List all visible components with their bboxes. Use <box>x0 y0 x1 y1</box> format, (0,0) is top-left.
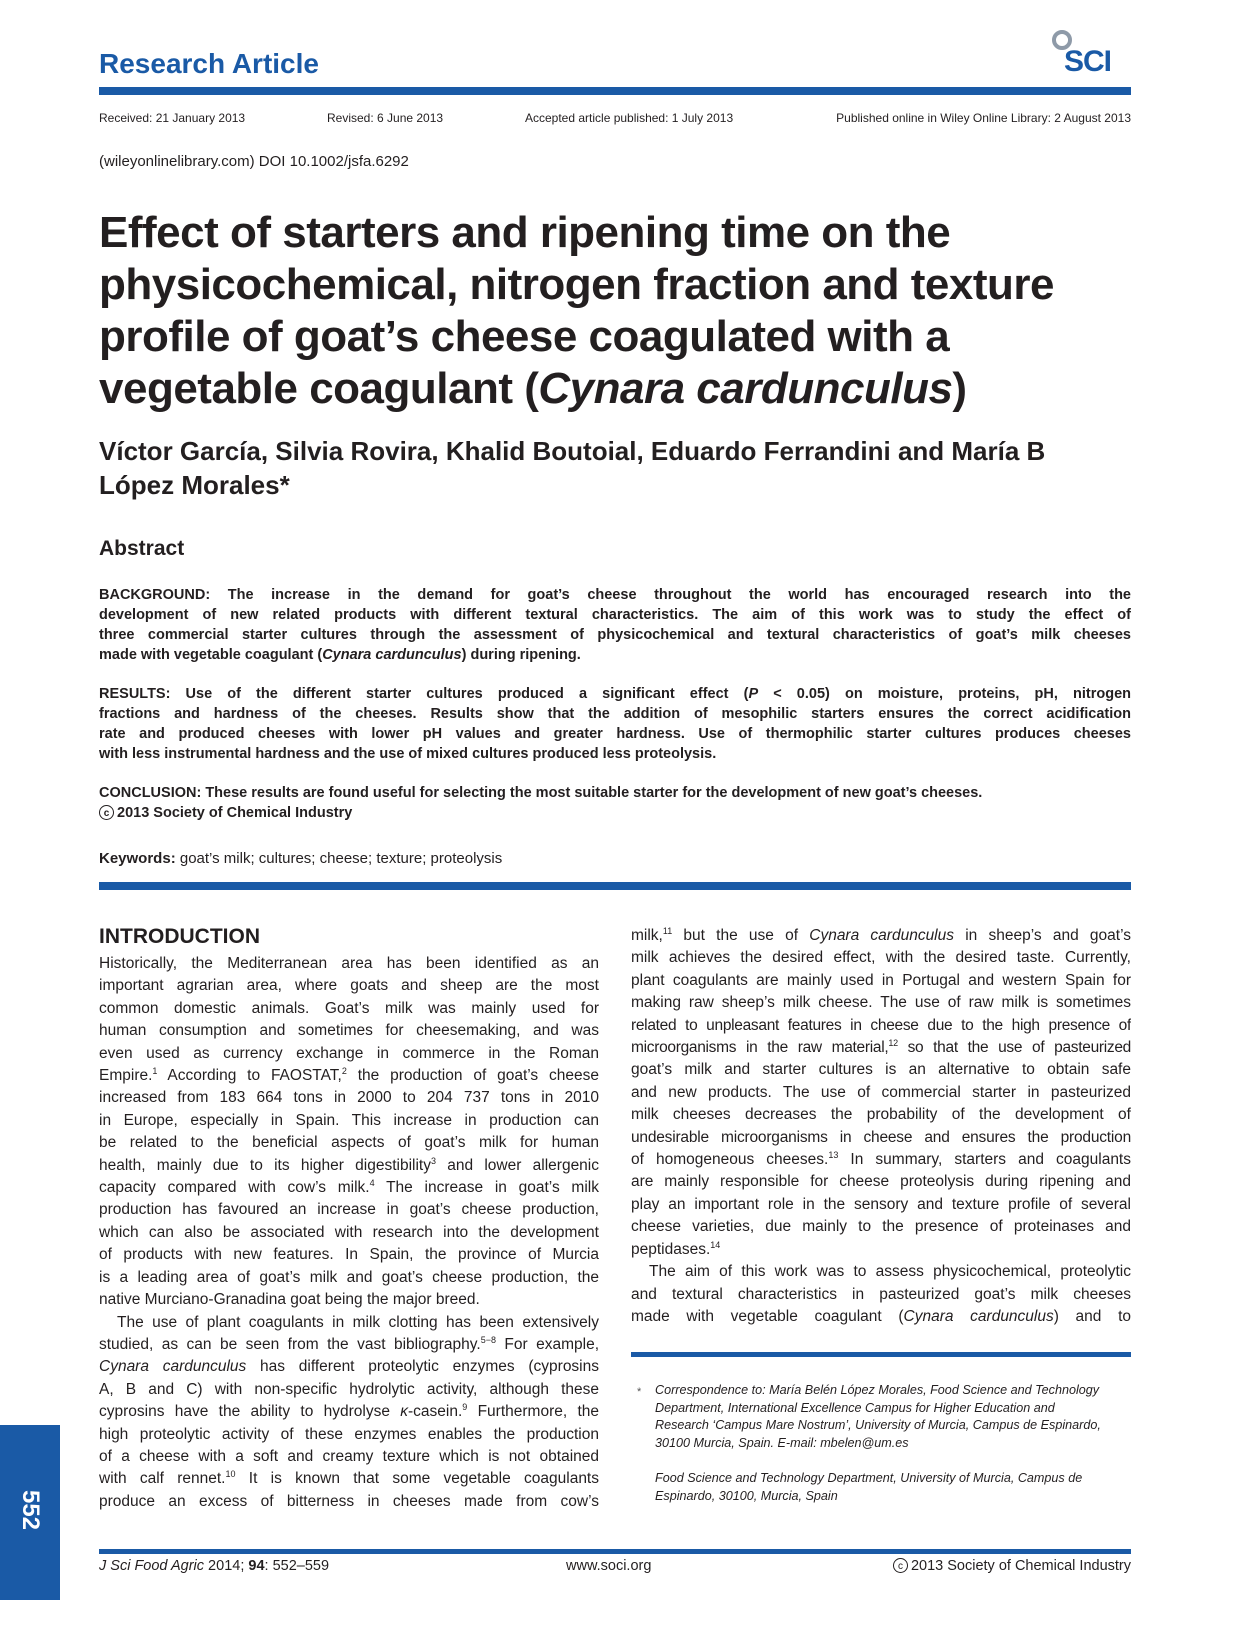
article-title <box>99 207 1139 415</box>
footer-copyright: c 2013 Society of Chemical Industry <box>893 1558 1131 1574</box>
journal-citation: J Sci Food Agric 2014; 94: 552–559 <box>99 1558 330 1574</box>
accepted-date: Accepted article published: 1 July 2013 <box>525 111 734 125</box>
author-list <box>99 434 1139 502</box>
correspondence-footnote: Correspondence to: María Belén López Morales, Food Science and Technology Department, International Excellence Campus for Higher Education and Research ‘Campus Mare Nostrum’, University of Murcia, Campus de Espinardo, 30100 Murcia, Spain. E-mail: mbelen@um.es <box>655 1383 1101 1450</box>
doi: (wileyonlinelibrary.com) DOI 10.1002/jsfa.6292 <box>99 153 409 170</box>
title-line: profile of goat’s cheese coagulated with a <box>99 312 950 361</box>
abstract-heading: Abstract <box>99 537 185 560</box>
copyright-icon: c <box>893 1558 908 1573</box>
abstract-results: RESULTS: Use of the different starter cultures produced a significant effect (P < 0.05) on moisture, proteins, pH, nitrogen fractions and hardness of the cheeses. Results show that the addition of mesophilic starters ensures the correct acidification rate and produced cheeses with lower pH values and greater hardness. Use of thermophilic starter cultures produces cheeses with less instrumental hardness and the use of mixed cultures produced less proteolysis. <box>99 686 1132 762</box>
body-right-column: milk,$^{11}$ but the use of Cynara cardunculus in sheep’s and goat’s milk achieves the desired effect, with the desired taste. Currently, plant coagulants are mainly used in Portugal and western Spain for making raw sheep’s milk cheese. The use of raw milk is sometimes related to unpleasant features in cheese due to the high presence of microorganisms in the raw material,$^{12}$ so that the use of pasteurized goat’s milk and starter cultures is an alternative to obtain safe and new products. The use of commercial starter in pasteurized milk cheeses decreases the probability of the development of undesirable microorganisms in cheese and ensures the production of homogeneous cheeses.$^{13}$ In summary, starters and coagulants are mainly responsible for cheese proteolysis during ripening and play an important role in the sensory and texture profile of several cheese varieties, due mainly to the presence of proteinases and peptidases.$^{14}$ The aim of this work was to assess physicochemical, proteolytic and textural characteristics in pasteurized goat’s milk cheeses made with vegetable coagulant (Cynara cardunculus) and to <box>631 926 1131 1325</box>
title-species: Cynara cardunculus <box>538 364 953 413</box>
keywords <box>99 850 502 867</box>
published-date: Published online in Wiley Online Library: 2 August 2013 <box>836 111 1131 125</box>
copyright-icon: c <box>99 805 114 820</box>
affiliation-footnote: Food Science and Technology Department, University of Murcia, Campus de Espinardo, 30100, Murcia, Spain <box>655 1471 1083 1503</box>
revised-date: Revised: 6 June 2013 <box>327 111 444 125</box>
title-line: Effect of starters and ripening time on the <box>99 208 951 257</box>
page-number: 552 <box>16 1489 44 1531</box>
footer-rule <box>99 1549 1131 1554</box>
abstract-background: BACKGROUND: The increase in the demand for goat’s cheese throughout the world has encouraged research into the development of new related products with different textural characteristics. The aim of this work was to study the effect of three commercial starter cultures through the assessment of physicochemical and textural characteristics of goat’s milk cheeses made with vegetable coagulant (Cynara cardunculus) during ripening. <box>99 587 1131 663</box>
footnote-marker: * <box>637 1386 642 1398</box>
keywords-list: goat’s milk; cultures; cheese; texture; proteolysis <box>179 850 503 867</box>
website-link[interactable]: www.soci.org <box>566 1558 652 1574</box>
author-line: López Morales* <box>99 470 290 500</box>
author-line: Víctor García, Silvia Rovira, Khalid Boutoial, Eduardo Ferrandini and María B <box>99 436 1046 466</box>
logo-text: SCI <box>1064 45 1112 78</box>
section-label: Research Article <box>99 48 319 79</box>
keywords-label: Keywords: <box>99 850 176 867</box>
abstract-rule <box>99 882 1131 890</box>
body-left-column: Historically, the Mediterranean area has been identified as an important agrarian area, where goats and sheep are the most common domestic animals. Goat’s milk was mainly used for human consumption and sometimes for cheesemaking, and was even used as currency exchange in commerce in the Roman Empire.$^1$ According to FAOSTAT,$^2$ the production of goat’s cheese increased from 183 664 tons in 2000 to 204 737 tons in 2010 in Europe, especially in Spain. This increase in production can be related to the beneficial aspects of goat’s milk for human health, mainly due to its higher digestibility$^3$ and lower allergenic capacity compared with cow’s milk.$^4$ The increase in goat’s milk production has favoured an increase in goat’s cheese production, which can also be associated with research into the development of products with new features. In Spain, the province of Murcia is a leading area of goat’s milk and goat’s cheese production, the native Murciano-Granadina goat being the major breed. The use of plant coagulants in milk clotting has been extensively studied, as can be seen from the vast bibliography.$^{5-8}$ For example, Cynara cardunculus has different proteolytic enzymes (cyprosins A, B and C) with non-specific hydrolytic activity, although these cyprosins have the ability to hydrolyse κ-casein.$^9$ Furthermore, the high proteolytic activity of these enzymes enables the production of a cheese with a soft and creamy texture which is not obtained with calf rennet.$^{10}$ It is known that some vegetable coagulants produce an excess of bitterness in cheeses made from cow’s <box>99 955 599 1510</box>
received-date: Received: 21 January 2013 <box>99 111 246 125</box>
abstract-conclusion: CONCLUSION: These results are found useful for selecting the most suitable starter for the development of new goat’s cheeses. c 2013 Society of Chemical Industry <box>99 785 983 821</box>
sci-logo <box>1050 28 1130 84</box>
header-rule <box>99 87 1131 95</box>
introduction-heading: INTRODUCTION <box>99 925 260 948</box>
title-line: vegetable coagulant (Cynara cardunculus) <box>99 364 967 413</box>
footnote-rule <box>631 1352 1131 1357</box>
title-line: physicochemical, nitrogen fraction and texture <box>99 260 1054 309</box>
page-number-tab <box>0 1425 60 1600</box>
